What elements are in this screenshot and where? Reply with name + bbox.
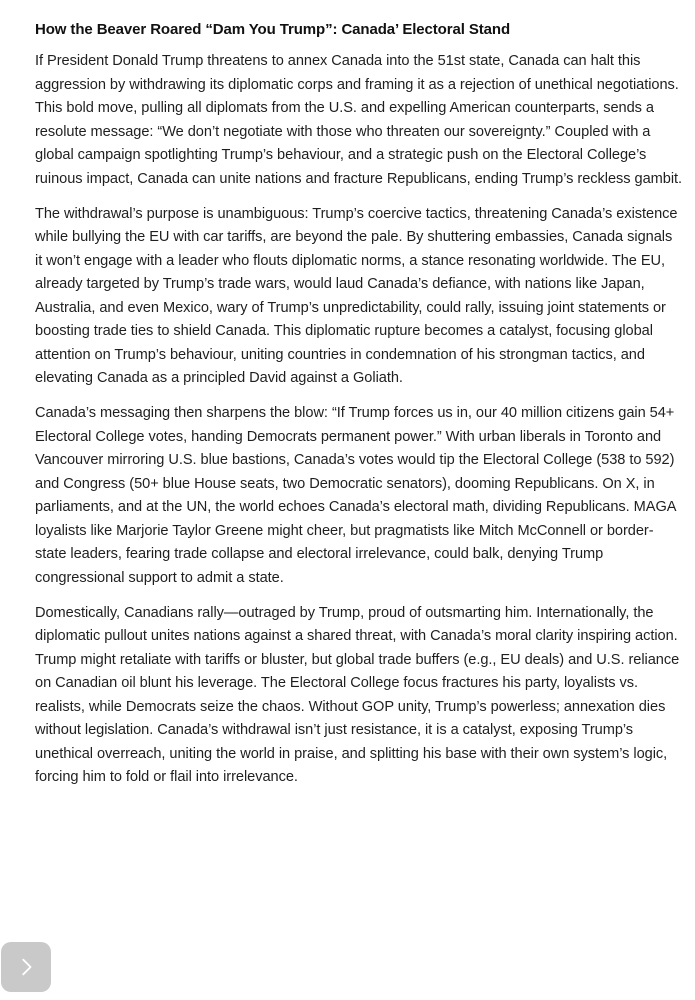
- next-page-button[interactable]: [1, 942, 51, 992]
- article-title: How the Beaver Roared “Dam You Trump”: Canada’ Electoral Stand: [35, 21, 511, 38]
- article-paragraph-3: Canada’s messaging then sharpens the blow: “If Trump forces us in, our 40 million citizens gain 54+ Electoral College votes, handing Democrats permanent power.” With urban liberals in Toronto and Vancouver mirroring U.S. blue bastions, Canada’s votes would tip the Electoral College (538 to 592) and Congress (50+ blue House seats, two Democratic senators), dooming Republicans. On X, in parliaments, and at the UN, the world echoes Canada’s electoral math, dividing Republicans. MAGA loyalists like Marjorie Taylor Greene might cheer, but pragmatists like Mitch McConnell or border-state leaders, fearing trade collapse and electoral irrelevance, could balk, denying Trump congressional support to admit a state.: [35, 405, 676, 586]
- article: [35, 18, 683, 801]
- article-paragraph-1: If President Donald Trump threatens to annex Canada into the 51st state, Canada can halt this aggression by withdrawing its diplomatic corps and framing it as a rejection of unethical negotiations. This bold move, pulling all diplomats from the U.S. and expelling American counterparts, sends a resolute message: “We don’t negotiate with those who threaten our sovereignty.” Coupled with a global campaign spotlighting Trump’s behaviour, and a strategic push on the Electoral College’s ruinous impact, Canada can unite nations and fracture Republicans, ending Trump’s reckless gambit.: [35, 53, 683, 187]
- chevron-right-icon: [15, 956, 37, 978]
- article-paragraph-4: Domestically, Canadians rally—outraged by Trump, proud of outsmarting him. Internationally, the diplomatic pullout unites nations against a shared threat, with Canada’s moral clarity inspiring action. Trump might retaliate with tariffs or bluster, but global trade buffers (e.g., EU deals) and U.S. reliance on Canadian oil blunt his leverage. The Electoral College focus fractures his party, loyalists vs. realists, while Democrats seize the chaos. Without GOP unity, Trump’s powerless; annexation dies without legislation. Canada’s withdrawal isn’t just resistance, it is a catalyst, exposing Trump’s unethical overreach, uniting the world in praise, and splitting his base with their own system’s logic, forcing him to fold or flail into irrelevance.: [35, 604, 680, 785]
- article-paragraph-2: The withdrawal’s purpose is unambiguous: Trump’s coercive tactics, threatening Canada’s existence while bullying the EU with car tariffs, are beyond the pale. By shuttering embassies, Canada signals it won’t engage with a leader who flouts diplomatic norms, a stance resonating worldwide. The EU, already targeted by Trump’s trade wars, would laud Canada’s defiance, with nations like Japan, Australia, and even Mexico, wary of Trump’s unpredictability, could rally, issuing joint statements or boosting trade ties to shield Canada. This diplomatic rupture becomes a catalyst, focusing global attention on Trump’s behaviour, uniting countries in condemnation of his strongman tactics, and elevating Canada as a principled David against a Goliath.: [35, 205, 678, 386]
